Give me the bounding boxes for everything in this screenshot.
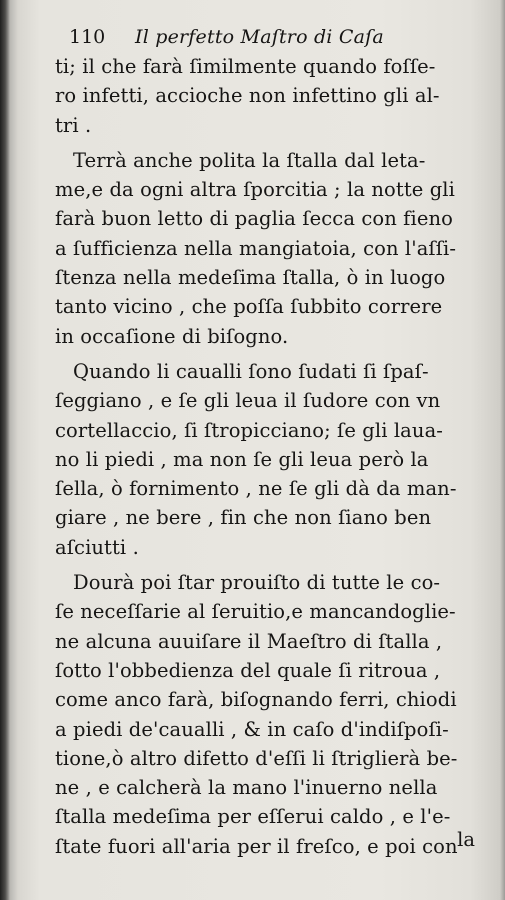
text-line: tanto vicino , che poſſa ſubbito correre (55, 295, 443, 319)
book-spine-shadow (0, 0, 10, 900)
text-line: in occaſione di biſogno. (55, 324, 289, 348)
text-line: a piedi de'caualli , & in caſo d'indiſpoſi- (55, 717, 449, 741)
text-line: ſella, ò fornimento , ne ſe gli dà da man- (55, 477, 457, 501)
text-block (55, 22, 475, 861)
body-text (55, 52, 475, 861)
text-line: ſotto l'obbedienza del quale ſi ritroua , (55, 658, 441, 682)
text-line: Terrà anche polita la ſtalla dal leta- (73, 148, 426, 172)
catchword: la (457, 828, 475, 851)
text-line: farà buon letto di paglia ſecca con fieno (55, 207, 453, 231)
text-line: me,e da ogni altra ſporcitia ; la notte gli (55, 178, 455, 202)
text-line: Dourà poi ſtar prouiſto di tutte le co- (73, 571, 441, 595)
text-line: Quando li caualli ſono ſudati ſi ſpaſ- (73, 359, 429, 383)
text-line: tri . (55, 113, 92, 137)
text-line: ro infetti, accioche non infettino gli al- (55, 84, 440, 108)
running-title: Il perfetto Maſtro di Caſa (135, 26, 384, 48)
text-line: tione,ò altro difetto d'eſſi li ſtriglierà be- (55, 746, 458, 770)
text-line: aſciutti . (55, 535, 139, 559)
text-line: ſe neceſſarie al ſeruitio,e mancandoglie- (55, 600, 456, 624)
text-line: come anco farà, biſognando ferri, chiodi (55, 688, 457, 712)
text-line: ti; il che farà ſimilmente quando foſſe- (55, 55, 436, 78)
text-line: no li piedi , ma non ſe gli leua però la (55, 447, 429, 471)
text-line: giare , ne bere , fin che non ſiano ben (55, 506, 432, 530)
page-header (55, 22, 475, 52)
text-line: ne , e calcherà la mano l'inuerno nella (55, 776, 438, 800)
text-line: ſtalla medeſima per eſſerui caldo , e l'e- (55, 805, 451, 829)
text-line: ſtenza nella medeſima ſtalla, ò in luogo (55, 266, 446, 290)
text-line: ne alcuna auuiſare il Maeſtro di ſtalla , (55, 629, 443, 653)
text-line: a ſufficienza nella mangiatoia, con l'aſſi- (55, 236, 457, 260)
text-line: ſtate fuori all'aria per il freſco, e poi con (55, 834, 458, 858)
text-line: cortellaccio, ſi ſtropicciano; ſe gli laua- (55, 418, 443, 442)
page-number: 110 (69, 26, 106, 48)
text-line: ſeggiano , e ſe gli leua il ſudore con vn (55, 389, 441, 413)
